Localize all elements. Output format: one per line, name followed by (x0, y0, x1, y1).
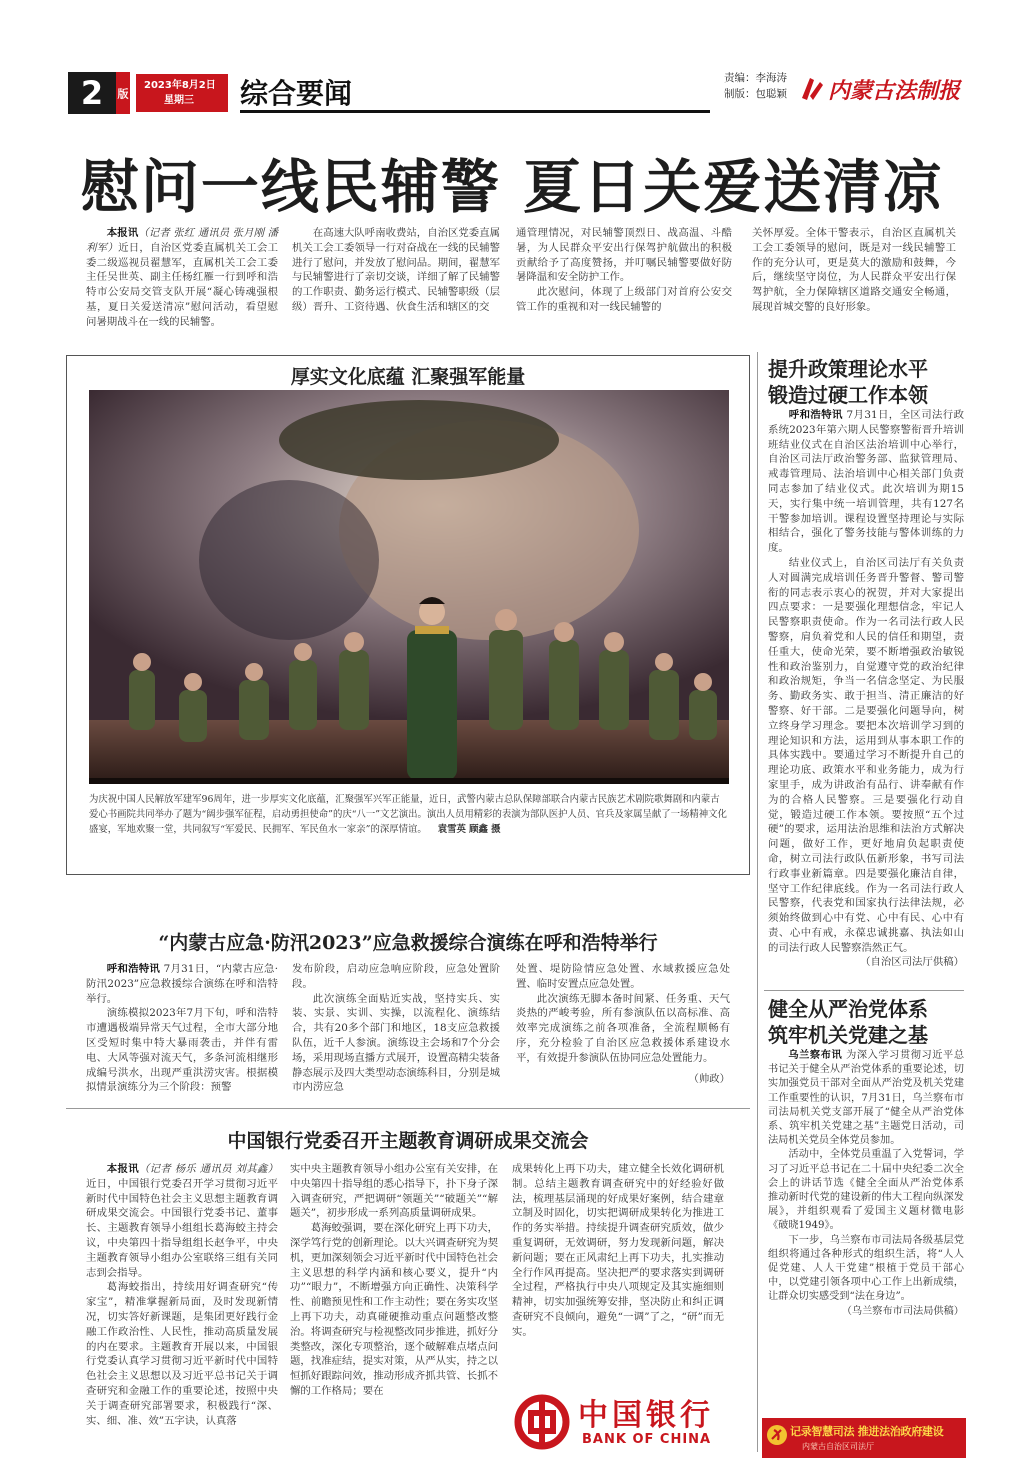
brand-mark-icon (798, 74, 824, 104)
date-text: 2023年8月2日 (144, 80, 216, 91)
article2-text1b: 演练模拟2023年7月下旬，呼和浩特市遭遇极端异常天气过程，全市大部分地区受短时集中特大暴雨袭击，并伴有雷电、大风等强对流天气，多条河流相继形成编号洪水，出现严重洪涝灾害。根据模拟情景演练分为三个阶段：预警 (86, 1007, 278, 1094)
article2-text1a: 7月31日，“内蒙古应急·防汛2023”应急救援综合演练在呼和浩特举行。 (86, 963, 279, 1005)
photo-title: 厚实文化底蕴 汇聚强军能量 (290, 366, 526, 388)
article1-col4 (752, 226, 956, 315)
photo-caption (89, 792, 729, 837)
article1-text2: 在高速大队呼南收费站，自治区党委直属机关工会工委领导一行对奋战在一线的民辅警进行了慰问，并发放了慰问品。期间，翟慧军与民辅警进行了亲切交谈，详细了解了民辅警的工作职责、勤务运行模式、民辅警职级（层级）晋升、工资待遇、伙食生活和辖区的交 (292, 227, 500, 313)
producer-text: 制版：包聪颖 (724, 88, 787, 100)
article1-col1 (86, 226, 278, 330)
article2-sign: （帅政） (688, 1072, 730, 1085)
article1-col2 (292, 226, 500, 315)
article2-col2 (292, 962, 500, 1095)
side2-title (768, 996, 968, 1048)
article3-byline: （记者 杨乐 通讯员 刘其鑫） (138, 1163, 278, 1175)
side2-sign: （乌兰察布市司法局供稿） (841, 1305, 964, 1317)
stage-scene-image (89, 390, 729, 784)
photo-feature (66, 355, 750, 875)
article3-title: 中国银行党委召开主题教育调研成果交流会 (227, 1130, 589, 1152)
performance-photo (89, 390, 729, 784)
article1-text3: 通管理情况，对民辅警顶烈日、战高温、斗酷暑，为人民群众平安出行保驾护航做出的积极贡献给予了高度赞扬，并叮嘱民辅警要做好防暑降温和安全防护工作。 (516, 227, 732, 284)
editor-info (724, 70, 787, 102)
issue-date (136, 74, 228, 112)
party-emblem-icon (766, 1424, 788, 1446)
article1-col3 (516, 226, 732, 315)
side1-sign: （自治区司法厅供稿） (860, 956, 964, 969)
editor-text: 责编：李海涛 (724, 72, 787, 84)
side2-para2: 活动中，全体党员重温了入党誓词，学习了习近平总书记在二十届中央纪委二次全会上的讲话节选《健全全面从严治党体系 推动新时代党的建设新的伟大工程向纵深发展》，并组织观看了爱国主义题材微电影《破晓1949》。 (768, 1149, 964, 1232)
article3-lead: 本报讯 (106, 1163, 139, 1175)
article3-text1b: 葛海蛟指出，持续用好调查研究“传家宝”，精准掌握新局面，及时发现新情况，切实答好新课题，是集团更好践行金融工作政治性、人民性，推动高质量发展的内在要求。主题教育开展以来，中国银行党委认真学习贯彻习近平新时代中国特色社会主义思想以及习近平总书记关于调查研究和金融工作的重要论述，按照中央关于调查研究部署要求，积极践行“深、实、细、准、效”五字诀，认真落 (86, 1281, 278, 1427)
brand-logo (798, 74, 968, 106)
article1-text1: 近日，自治区党委直属机关工会工委二级巡视员翟慧军，直属机关工会工委主任吴世英、副主任杨红雁一行到呼和浩特市公安局交管支队开展“凝心铸魂强根基，夏日关爱送清凉”慰问活动，看望慰问暑期战斗在一线的民辅警。 (86, 241, 279, 328)
weekday-text: 星期三 (164, 95, 194, 106)
page-number: 2 (68, 72, 116, 114)
article1-text3b: 此次慰问，体现了上级部门对首府公安交管工作的重视和对一线民辅警的 (516, 286, 732, 313)
article1-text4: 关怀厚爱。全体干警表示，自治区直属机关工会工委领导的慰问，既是对一线民辅警工作的充分认可，更是莫大的激励和鼓舞，今后，继续坚守岗位，为人民群众平安出行保驾护航，全力保障辖区道路交通安全畅通，展现首城交警的良好形象。 (752, 227, 956, 313)
side2-body (768, 1048, 964, 1319)
article2-col1 (86, 962, 278, 1095)
photo-caption-text: 为庆祝中国人民解放军建军96周年，进一步厚实文化底蕴，汇聚强军兴军正能量，近日，武警内蒙古总队保障部联合内蒙古民族艺术剧院歌舞剧和内蒙古爱心书画院共同举办了题为“阔步强军征程，启动勇担使命”的庆“八一”文艺演出。演出人员用精彩的表演为部队医护人员、官兵及家属呈献了一场精神文化盛宴，军地欢聚一堂，共同叙写“军爱民、民拥军、军民鱼水一家亲”的深厚情谊。 (89, 794, 727, 835)
side2-para1: 为深入学习贯彻习近平总书记关于健全从严治党体系的重要论述，切实加强党员干部对全面从严治党及机关党建工作重要性的认识，7月31日，乌兰察布市司法局机关党支部开展了“健全从严治党体系、筑牢机关党建之基”主题党日活动，司法局机关党员全体党员参加。 (768, 1050, 965, 1147)
article3-text2b: 葛海蛟强调，要在深化研究上再下功夫，深学笃行党的创新理论。以大兴调查研究为契机，更加深刻领会习近平新时代中国特色社会主义思想的科学内涵和核心要义，提升“内功”“眼力”，不断增强方向正确性、决策科学性、前瞻预见性和工作主动性；要在务实攻坚上再下功夫，动真碰硬推动重点问题整改整治。将调查研究与检视整改同步推进，抓好分类整改，深化专项整治，逐个破解难点堵点问题，找准症结，提实对策，从严从实，持之以恒抓好跟踪问效，推动形成齐抓共管、长抓不懈的工作格局；要在 (290, 1222, 498, 1397)
article3-text2a: 实中央主题教育领导小组办公室有关安排，在中央第四十指导组的悉心指导下，扑下身子深入调查研究，严把调研“领题关”“破题关”“解题关”，初步形成一系列高质量调研成果。 (290, 1163, 498, 1220)
article2-col3 (516, 962, 730, 1086)
side1-title (768, 356, 968, 408)
article2-text2b: 此次演练全面贴近实战，坚持实兵、实装、实景、实训、实操，以流程化、演练结合，共有20多个部门和地区，18支应急救援队伍，近千人参演。演练设主会场和7个分会场，采用现场直播方式展开，设置高精尖装备静态展示及四大类型动态演练科目，分别是城市内涝应急 (292, 992, 500, 1094)
bank-name-cn: 中国银行 (578, 1398, 714, 1433)
side2-title-line2: 筑牢机关党建之基 (768, 1023, 928, 1047)
side1-lead: 呼和浩特讯 (788, 409, 843, 421)
article2-lead: 呼和浩特讯 (106, 963, 161, 975)
article2-text3: 处置、堤防险情应急处置、水域救援应急处置、临时安置点应急处置。 (516, 963, 730, 990)
side1-para2: 结业仪式上，自治区司法厅有关负责人对圆满完成培训任务晋升警督、警司警衔的同志表示衷心的祝贺，并对大家提出四点要求：一是要强化理想信念，牢记人民警察职责使命。作为一名司法行政人民警察，肩负着党和人民的信任和期望，责任重大，使命光荣，要不断增强政治敏锐性和政治鉴别力，自觉遵守党的政治纪律和政治规矩，争当一名信念坚定、为民服务、勤政务实、敢于担当、清正廉洁的好警察、好干部。二是要强化问题导向，树立终身学习理念。要把本次培训学习到的理论知识和方法，运用到从事本职工作的具体实践中。要通过学习不断提升自己的理论功底、政策水平和业务能力，成为行家里手，成为讲政治有品行、讲奉献有作为的合格人民警察。三是要强化行动自觉，锻造过硬工作本领。要按照“五个过硬”的要求，运用法治思维和法治方式解决问题，做好工作，更好地肩负起职责使命，树立司法行政队伍新形象，书写司法行政事业新篇章。四是要强化廉洁自律，坚守工作纪律底线。作为一名司法行政人民警察，代表党和国家执行法律法规，必须始终做到心中有党、心中有民、心中有责、心中有戒，永葆忠诚挑嘉、执法如山的司法行政人民警察浩然正气。 (768, 556, 964, 954)
side1-para1: 7月31日，全区司法行政系统2023年第六期人民警察警衔晋升培训班结业仪式在自治区法治培训中心举行，自治区司法厅政治警务部、监狱管理局、戒毒管理局、法治培训中心相关部门负责同志参加了结业仪式。此次培训为期15天，实行集中统一培训管理，共有127名干警参加培训。课程设置坚持理论与实际相结合，强化了警务技能与警体训练的力度。 (768, 409, 964, 555)
article2-text3b: 此次演练无脚本备时间紧、任务重、天气炎热的严峻考验，所有参演队伍以高标准、高效率完成演练之前各项准备，全流程顺畅有序，充分检验了自治区应急救援体系建设水平，有效提升参演队伍协同应急处置能力。 (516, 992, 730, 1064)
page-ban-label: 版 (116, 72, 130, 114)
article3-col2 (290, 1162, 498, 1399)
slogan-text: 记录智慧司法 推进法治政府建设 (790, 1425, 944, 1438)
main-headline: 慰问一线民辅警 夏日关爱送清凉 (80, 153, 944, 221)
section-name: 综合要闻 (240, 77, 353, 110)
side2-lead: 乌兰察布讯 (788, 1049, 843, 1061)
article3-col1 (86, 1162, 278, 1428)
side1-title-line1: 提升政策理论水平 (768, 357, 928, 381)
slogan-banner (762, 1418, 966, 1458)
bank-name-en: BANK OF CHINA (582, 1432, 712, 1447)
article1-lead: 本报讯 (106, 227, 139, 239)
side2-para3: 下一步，乌兰察布市司法局各级基层党组织将通过各种形式的组织生活，将“人人促党建、人人干党建”根植于党员干部心中，以党建引领各项中心工作上出新成绩，让群众切实感受到“法在身边”。 (768, 1234, 964, 1303)
slogan-sub: 内蒙古自治区司法厅 (802, 1442, 874, 1451)
article3-text3a: 成果转化上再下功夫，建立健全长效化调研机制。总结主题教育调查研究中的好经验好做法，梳理基层涌现的好成果好案例，结合建章立制及时固化，切实把调研成果转化为推进工作的务实举措。持续提升调查研究质效，做少重复调研，无效调研，努力发现新问题，解决新问题；要在正风肃纪上再下功夫，扎实推动全行作风再提高。坚决把严的要求落实到调研全过程，严格执行中央八项规定及其实施细则精神，切实加强统筹安排，坚决防止和纠正调查研究不良倾向，避免“一调”了之，“研”而无实。 (512, 1163, 724, 1338)
divider-article3 (66, 1108, 750, 1109)
bank-of-china-logo-icon (514, 1394, 570, 1450)
article1-byline: （记者 张红 通讯员 张月刚 潘利军） (86, 227, 278, 254)
side-divider (757, 352, 758, 1452)
article2-title: “内蒙古应急·防汛2023”应急救援综合演练在呼和浩特举行 (158, 932, 658, 954)
side2-title-line1: 健全从严治党体系 (768, 997, 928, 1021)
article3-text1a: 近日，中国银行党委召开学习贯彻习近平新时代中国特色社会主义思想主题教育调研成果交流会。中国银行党委书记、董事长、主题教育领导小组组长葛海蛟主持会议，中央第四十指导组组长赵争平，中央主题教育领导小组办公室联络三组有关同志到会指导。 (86, 1177, 278, 1279)
brand-name: 内蒙古法制报 (828, 78, 961, 104)
photo-credit: 袁雪英 顾鑫 摄 (437, 824, 501, 835)
side-divider-2 (764, 990, 964, 991)
side1-body (768, 408, 964, 970)
article2-text2: 发布阶段，启动应急响应阶段，应急处置阶段。 (292, 963, 500, 990)
side1-title-line2: 锻造过硬工作本领 (768, 383, 928, 407)
article3-col3 (512, 1162, 724, 1340)
header-rule (240, 110, 710, 113)
bank-ad (512, 1388, 724, 1458)
